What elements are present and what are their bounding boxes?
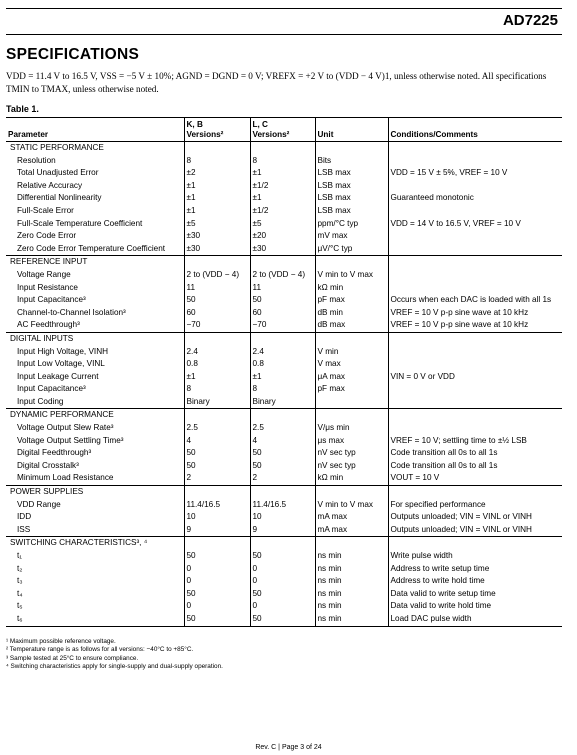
section-title-cell: DIGITAL INPUTS (6, 332, 184, 345)
param-cell: Voltage Output Settling Time³ (17, 435, 124, 445)
table-row (6, 613, 562, 626)
param-cell: Digital Feedthrough³ (17, 448, 92, 458)
cond-cell (388, 205, 562, 218)
kb-cell: 10 (184, 511, 250, 524)
lc-cell: Binary (250, 396, 315, 409)
empty-cell (250, 142, 315, 155)
header-unit: Unit (315, 118, 388, 142)
unit-cell: LSB max (315, 192, 388, 205)
table-row (6, 319, 562, 332)
lc-cell: 2 to (VDD − 4) (250, 269, 315, 282)
lc-cell: ±1 (250, 167, 315, 180)
table-row (6, 307, 562, 320)
table-body (6, 142, 562, 627)
lc-cell: 50 (250, 613, 315, 626)
param-cell: VDD Range (17, 499, 61, 509)
lc-cell: 2 (250, 472, 315, 485)
unit-cell: LSB max (315, 180, 388, 193)
unit-cell: ns min (315, 550, 388, 563)
kb-cell: 11 (184, 282, 250, 295)
kb-cell: ±1 (184, 180, 250, 193)
kb-cell: ±1 (184, 371, 250, 384)
param-cell: Input Coding (17, 396, 64, 406)
empty-cell (250, 486, 315, 499)
param-cell: t₄ (17, 588, 23, 598)
kb-cell: 8 (184, 155, 250, 168)
param-cell: Differential Nonlinearity (17, 193, 102, 203)
table-header-row (6, 118, 562, 142)
kb-cell: 60 (184, 307, 250, 320)
param-cell: Voltage Range (17, 269, 71, 279)
empty-cell (250, 256, 315, 269)
lc-cell: 9 (250, 524, 315, 537)
cond-cell: For specified performance (388, 499, 562, 512)
kb-cell: 2 (184, 472, 250, 485)
param-cell: t₁ (17, 551, 23, 560)
section-title-cell: DYNAMIC PERFORMANCE (6, 409, 184, 422)
cond-cell: Load DAC pulse width (388, 613, 562, 626)
param-cell: IDD (17, 512, 32, 522)
table-row (6, 472, 562, 485)
param-cell: Resolution (17, 155, 56, 165)
empty-cell (388, 142, 562, 155)
lc-cell: 0 (250, 563, 315, 576)
lc-cell: ±1/2 (250, 205, 315, 218)
unit-cell: V/μs min (315, 422, 388, 435)
unit-cell: μA max (315, 371, 388, 384)
header-kb-versions (184, 118, 250, 142)
unit-cell: mV max (315, 230, 388, 243)
section-title-cell: REFERENCE INPUT (6, 256, 184, 269)
unit-cell: nV sec typ (315, 460, 388, 473)
table-row (6, 180, 562, 193)
unit-cell: V min (315, 346, 388, 359)
param-cell: t₂ (17, 563, 23, 573)
page-footer: Rev. C | Page 3 of 24 (255, 744, 322, 751)
kb-cell: 2 to (VDD − 4) (184, 269, 250, 282)
lc-cell: ±5 (250, 218, 315, 231)
section-header-row (6, 332, 562, 345)
section-header-row (6, 537, 562, 550)
param-cell: Minimum Load Resistance (17, 473, 114, 483)
kb-cell: 11.4/16.5 (184, 499, 250, 512)
empty-cell (388, 486, 562, 499)
empty-cell (388, 332, 562, 345)
lc-cell: 10 (250, 511, 315, 524)
empty-cell (388, 409, 562, 422)
param-cell: Voltage Output Slew Rate³ (17, 423, 114, 433)
unit-cell: LSB max (315, 205, 388, 218)
empty-cell (315, 256, 388, 269)
kb-cell: ±30 (184, 230, 250, 243)
cond-cell (388, 243, 562, 256)
cond-cell: Occurs when each DAC is loaded with all 1s (388, 294, 562, 307)
empty-cell (184, 486, 250, 499)
kb-cell: 0 (184, 575, 250, 588)
param-cell: Total Unadjusted Error (17, 168, 99, 178)
lc-cell: 8 (250, 155, 315, 168)
unit-cell: pF max (315, 294, 388, 307)
unit-cell: dB min (315, 307, 388, 320)
table-row (6, 588, 562, 601)
cond-cell: Data valid to write hold time (388, 600, 562, 613)
unit-cell: Bits (315, 155, 388, 168)
unit-cell: ns min (315, 600, 388, 613)
cond-cell (388, 230, 562, 243)
cond-cell: Address to write hold time (388, 575, 562, 588)
unit-cell: pF max (315, 383, 388, 396)
kb-cell: 50 (184, 550, 250, 563)
unit-cell (315, 396, 388, 409)
kb-cell: 0.8 (184, 358, 250, 371)
kb-cell: 4 (184, 435, 250, 448)
empty-cell (250, 537, 315, 550)
header-lc-line1: L, C (252, 120, 268, 129)
header-lc-versions (250, 118, 315, 142)
kb-cell: −70 (184, 319, 250, 332)
cond-cell (388, 269, 562, 282)
empty-cell (184, 142, 250, 155)
lc-cell: 50 (250, 550, 315, 563)
param-cell: t₅ (17, 601, 23, 611)
part-number: AD7225 (502, 12, 558, 29)
table-row (6, 155, 562, 168)
table-row (6, 282, 562, 295)
footnotes (6, 638, 223, 671)
table-row (6, 499, 562, 512)
table-caption: Table 1. (6, 104, 39, 114)
lc-cell: 50 (250, 588, 315, 601)
table-row (6, 358, 562, 371)
param-cell: Zero Code Error Temperature Coefficient (17, 243, 166, 253)
cond-cell: VIN = 0 V or VDD (388, 371, 562, 384)
param-cell: AC Feedthrough³ (17, 320, 80, 330)
header-kb-line2: Versions² (186, 130, 224, 139)
kb-cell: ±2 (184, 167, 250, 180)
lc-cell: 60 (250, 307, 315, 320)
table-row (6, 205, 562, 218)
table-row (6, 346, 562, 359)
table-row (6, 460, 562, 473)
footnote: ² Temperature range is as follows for all versions: −40°C to +85°C. (6, 646, 194, 654)
cond-cell (388, 155, 562, 168)
unit-cell: mA max (315, 524, 388, 537)
section-header-row (6, 142, 562, 155)
table-row (6, 511, 562, 524)
param-cell: Full-Scale Error (17, 205, 74, 215)
unit-cell: μV/°C typ (315, 243, 388, 256)
kb-cell: Binary (184, 396, 250, 409)
table-row (6, 575, 562, 588)
table-row (6, 218, 562, 231)
kb-cell: 0 (184, 563, 250, 576)
footnote: ¹ Maximum possible reference voltage. (6, 638, 116, 645)
unit-cell: ns min (315, 588, 388, 601)
cond-cell: Outputs unloaded; VIN = VINL or VINH (388, 524, 562, 537)
table-row (6, 524, 562, 537)
table-row (6, 396, 562, 409)
cond-cell: VREF = 10 V p-p sine wave at 10 kHz (388, 307, 562, 320)
empty-cell (388, 537, 562, 550)
param-cell: Input Capacitance³ (17, 384, 86, 394)
cond-cell: VREF = 10 V p-p sine wave at 10 kHz (388, 319, 562, 332)
empty-cell (184, 256, 250, 269)
lc-cell: 11.4/16.5 (250, 499, 315, 512)
lc-cell: ±1 (250, 192, 315, 205)
kb-cell: 2.4 (184, 346, 250, 359)
header-kb-line1: K, B (186, 120, 203, 129)
empty-cell (250, 409, 315, 422)
cond-cell: Code transition all 0s to all 1s (388, 447, 562, 460)
kb-cell: ±5 (184, 218, 250, 231)
unit-cell: ns min (315, 563, 388, 576)
param-cell: t₃ (17, 576, 23, 586)
lc-cell: 0 (250, 600, 315, 613)
lc-cell: 50 (250, 447, 315, 460)
param-cell: Relative Accuracy (17, 180, 83, 190)
unit-cell: LSB max (315, 167, 388, 180)
lc-cell: 50 (250, 294, 315, 307)
empty-cell (315, 332, 388, 345)
table-row (6, 230, 562, 243)
kb-cell: 2.5 (184, 422, 250, 435)
cond-cell (388, 346, 562, 359)
table-row (6, 383, 562, 396)
section-title-cell: POWER SUPPLIES (6, 486, 184, 499)
cond-cell (388, 383, 562, 396)
kb-cell: 50 (184, 294, 250, 307)
unit-cell: ppm/°C typ (315, 218, 388, 231)
table-row (6, 192, 562, 205)
unit-cell: V min to V max (315, 499, 388, 512)
lc-cell: ±30 (250, 243, 315, 256)
param-cell: ISS (17, 524, 31, 534)
table-row (6, 563, 562, 576)
empty-cell (184, 409, 250, 422)
section-header-row (6, 256, 562, 269)
empty-cell (315, 486, 388, 499)
cond-cell: Guaranteed monotonic (388, 192, 562, 205)
header-parameter: Parameter (6, 118, 184, 142)
table-row (6, 371, 562, 384)
lc-cell: −70 (250, 319, 315, 332)
lc-cell: 0.8 (250, 358, 315, 371)
lc-cell: 50 (250, 460, 315, 473)
table-row (6, 269, 562, 282)
empty-cell (315, 409, 388, 422)
table-row (6, 422, 562, 435)
cond-cell (388, 422, 562, 435)
kb-cell: ±1 (184, 192, 250, 205)
unit-cell: V max (315, 358, 388, 371)
param-cell: Zero Code Error (17, 231, 77, 241)
param-cell: Input Leakage Current (17, 371, 99, 381)
table-row (6, 435, 562, 448)
footnote: ³ Sample tested at 25°C to ensure compliance. (6, 654, 139, 662)
empty-cell (315, 537, 388, 550)
cond-cell: Outputs unloaded; VIN = VINL or VINH (388, 511, 562, 524)
kb-cell: 50 (184, 447, 250, 460)
table-row (6, 447, 562, 460)
unit-cell: kΩ min (315, 282, 388, 295)
param-cell: Digital Crosstalk³ (17, 460, 79, 470)
table-row (6, 294, 562, 307)
kb-cell: 8 (184, 383, 250, 396)
section-title: SPECIFICATIONS (6, 46, 140, 63)
empty-cell (250, 332, 315, 345)
header-lc-line2: Versions² (252, 130, 290, 139)
kb-cell: 50 (184, 460, 250, 473)
unit-cell: V min to V max (315, 269, 388, 282)
unit-cell: kΩ min (315, 472, 388, 485)
unit-cell: ns min (315, 575, 388, 588)
param-cell: Input Resistance (17, 282, 78, 292)
unit-cell: μs max (315, 435, 388, 448)
empty-cell (388, 256, 562, 269)
unit-cell: ns min (315, 613, 388, 626)
kb-cell: 9 (184, 524, 250, 537)
lc-cell: 2.4 (250, 346, 315, 359)
cond-cell (388, 396, 562, 409)
section-title-cell: STATIC PERFORMANCE (6, 142, 184, 155)
unit-cell: dB max (315, 319, 388, 332)
param-cell: Input High Voltage, VINH (17, 346, 109, 356)
param-cell: Full-Scale Temperature Coefficient (17, 218, 143, 228)
lc-cell: ±1/2 (250, 180, 315, 193)
section-header-row (6, 486, 562, 499)
cond-cell: Address to write setup time (388, 563, 562, 576)
header-conditions: Conditions/Comments (388, 118, 562, 142)
param-cell: Input Low Voltage, VINL (17, 359, 105, 369)
empty-cell (184, 332, 250, 345)
table-row (6, 550, 562, 563)
section-header-row (6, 409, 562, 422)
specifications-table (6, 117, 562, 627)
lc-cell: ±20 (250, 230, 315, 243)
param-cell: t₆ (6, 613, 184, 626)
kb-cell: ±1 (184, 205, 250, 218)
conditions-text: VDD = 11.4 V to 16.5 V, VSS = −5 V ± 10%; AGND = DGND = 0 V; VREFX = +2 V to (VDD − 4 V)1, unless otherwise noted. All specifications TMIN to TMAX, unless otherwise noted. (6, 71, 547, 94)
cond-cell: Code transition all 0s to all 1s (388, 460, 562, 473)
lc-cell: 8 (250, 383, 315, 396)
empty-cell (184, 537, 250, 550)
table-row (6, 243, 562, 256)
cond-cell: VDD = 15 V ± 5%, VREF = 10 V (388, 167, 562, 180)
cond-cell (388, 180, 562, 193)
kb-cell: 50 (184, 613, 250, 626)
cond-cell: Data valid to write setup time (388, 588, 562, 601)
cond-cell (388, 358, 562, 371)
kb-cell: ±30 (184, 243, 250, 256)
section-title-cell: SWITCHING CHARACTERISTICS³, ⁴ (6, 537, 184, 550)
param-cell: Channel-to-Channel Isolation³ (17, 307, 126, 317)
lc-cell: 0 (250, 575, 315, 588)
cond-cell: VREF = 10 V; settling time to ±½ LSB (388, 435, 562, 448)
unit-cell: nV sec typ (315, 447, 388, 460)
kb-cell: 50 (184, 588, 250, 601)
unit-cell: mA max (315, 511, 388, 524)
table-row (6, 167, 562, 180)
table-row (6, 600, 562, 613)
empty-cell (315, 142, 388, 155)
cond-cell: VDD = 14 V to 16.5 V, VREF = 10 V (388, 218, 562, 231)
cond-cell (388, 282, 562, 295)
page-header (6, 8, 562, 35)
param-cell: Input Capacitance³ (17, 295, 86, 305)
lc-cell: ±1 (250, 371, 315, 384)
lc-cell: 11 (250, 282, 315, 295)
footnote: ⁴ Switching characteristics apply for single-supply and dual-supply operation. (6, 662, 223, 670)
lc-cell: 4 (250, 435, 315, 448)
cond-cell: VOUT = 10 V (388, 472, 562, 485)
lc-cell: 2.5 (250, 422, 315, 435)
cond-cell: Write pulse width (388, 550, 562, 563)
kb-cell: 0 (184, 600, 250, 613)
